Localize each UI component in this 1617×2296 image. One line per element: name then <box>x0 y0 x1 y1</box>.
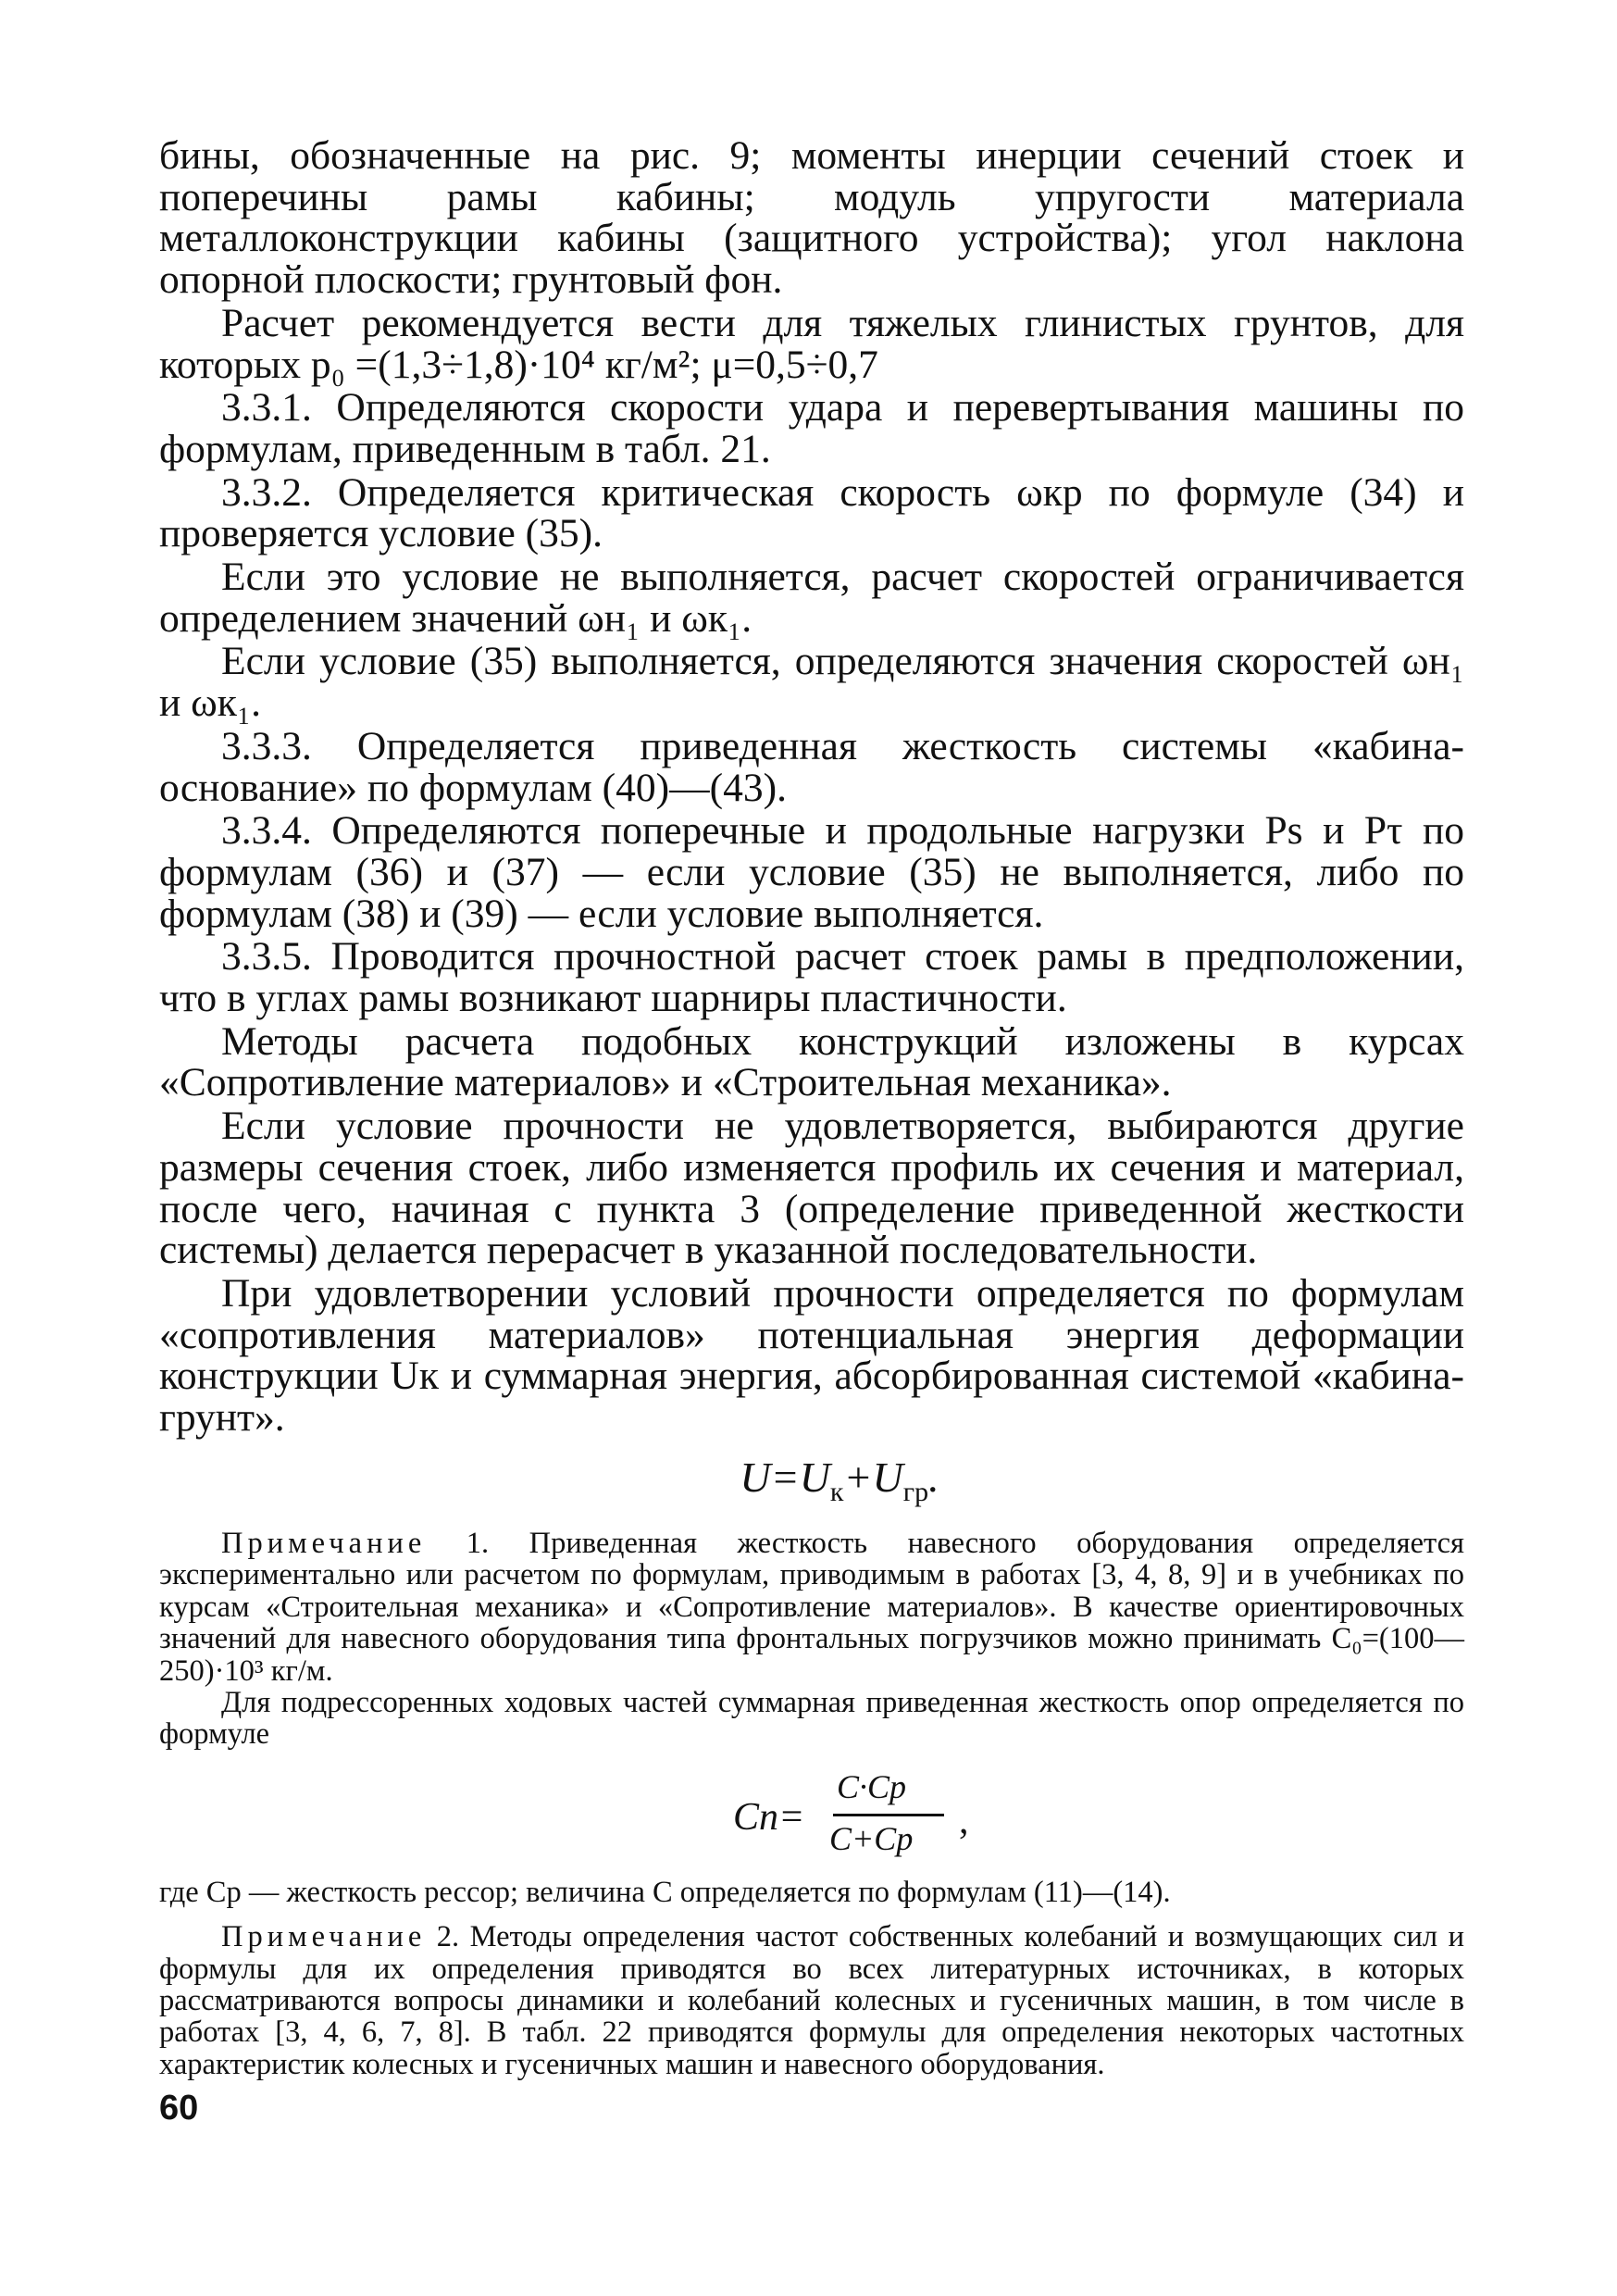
paragraph-condition-not-met: Если это условие не выполняется, расчет скоростей ограничивается определением значений ωн₁ и ωк₁. <box>159 555 1464 641</box>
paragraph-3-3-3: 3.3.3. Определяется приведенная жесткость системы «кабина-основание» по формулам (40)—(43). <box>159 723 1464 810</box>
paragraph-3-3-2: 3.3.2. Определяется критическая скорость ωкр по формуле (34) и проверяется условие (35). <box>159 469 1464 556</box>
note-2 <box>159 1921 1464 2080</box>
paragraph-3-3-1: 3.3.1. Определяются скорости удара и перевертывания машины по формулам, приведенным в табл. 21. <box>159 385 1464 471</box>
note-1-continuation: Для подрессоренных ходовых частей суммарная приведенная жесткость опор определяется по формуле <box>159 1686 1464 1752</box>
paragraph-3-3-5: 3.3.5. Проводится прочностной расчет стоек рамы в предположении, что в углах рамы возникают шарниры пластичности. <box>159 934 1464 1021</box>
formula-u-term1: U <box>799 1453 830 1501</box>
note-2-text: 2. Методы определения частот собственных колебаний и возмущающих сил и формулы для их определения приводятся во всех литературных источниках, в которых рассматриваются вопросы динамики и колебаний колесных и гусеничных машин, в том числе в работах [3, 4, 6, 7, 8]. В табл. 22 приводятся формулы для определения некоторых частотных характеристик колесных и гусеничных машин и навесного оборудования. <box>159 1920 1464 2081</box>
note-1-label: Примечание <box>221 1526 427 1560</box>
page-body <box>159 135 1464 2080</box>
note-1 <box>159 1528 1464 1687</box>
formula-u-term2-sub: гр <box>902 1476 929 1507</box>
fraction-bar <box>833 1814 944 1816</box>
note-2-label: Примечание <box>221 1920 427 1954</box>
note-1-text: 1. Приведенная жесткость навесного оборудования определяется экспериментально или расчетом по формулам, приводимым в работах [3, 4, 8, 9] и в учебниках по курсам «Строительная механика» и «Сопротивление материалов». В качестве ориентировочных значений для навесного оборудования типа фронтальных погрузчиков можно принимать C₀=(100—250)·10³ кг/м. <box>159 1526 1464 1688</box>
formula-total-energy <box>159 1450 1464 1520</box>
formula-u-eq: = <box>770 1453 800 1501</box>
page-number: 60 <box>159 2089 199 2128</box>
fraction-numerator: C·Cр <box>837 1767 907 1805</box>
formula-u-plus: + <box>843 1453 873 1501</box>
paragraph-continuation: бины, обозначенные на рис. 9; моменты инерции сечений стоек и поперечины рамы кабины; модуль упругости материала металлоконструкции кабины (защитного устройства); угол наклона опорной плоскости; грунтовый фон. <box>159 133 1464 303</box>
fraction-comma: , <box>959 1799 969 1842</box>
paragraph-strength-not-met: Если условие прочности не удовлетворяется, выбираются другие размеры сечения стоек, либо изменяется профиль их сечения и материал, после чего, начиная с пункта 3 (определение приведенной жесткости системы) делается перерасчет в указанной последовательности. <box>159 1104 1464 1273</box>
paragraph-strength-met: При удовлетворении условий прочности определяется по формулам «сопротивления материалов» потенциальная энергия деформации конструкции Uк и суммарная энергия, абсорбированная системой «кабина-грунт». <box>159 1270 1464 1441</box>
paragraph-soil-calculation: Расчет рекомендуется вести для тяжелых глинистых грунтов, для которых p₀ =(1,3÷1,8)·10⁴ кг/м²; μ=0,5÷0,7 <box>159 300 1464 387</box>
fraction-lhs: Cп= <box>733 1795 805 1839</box>
paragraph-methods: Методы расчета подобных конструкций изложены в курсах «Сопротивление материалов» и «Строительная механика». <box>159 1018 1464 1105</box>
fraction-denominator: C+Cр <box>829 1819 914 1857</box>
paragraph-condition-met: Если условие (35) выполняется, определяются значения скоростей ωн₁ и ωк₁. <box>159 639 1464 726</box>
formula-reduced-stiffness <box>159 1767 1464 1867</box>
formula-u-term1-sub: к <box>829 1476 844 1507</box>
formula-u-term2: U <box>872 1453 903 1501</box>
where-line: где Cр — жесткость рессор; величина C определяется по формулам (11)—(14). <box>159 1875 1171 1909</box>
paragraph-3-3-4: 3.3.4. Определяются поперечные и продольные нагрузки Ps и Pτ по формулам (36) и (37) — если условие (35) не выполняется, либо по формулам (38) и (39) — если условие выполняется. <box>159 808 1464 936</box>
formula-u-lhs: U <box>740 1453 771 1501</box>
formula-u-end: . <box>928 1453 939 1501</box>
